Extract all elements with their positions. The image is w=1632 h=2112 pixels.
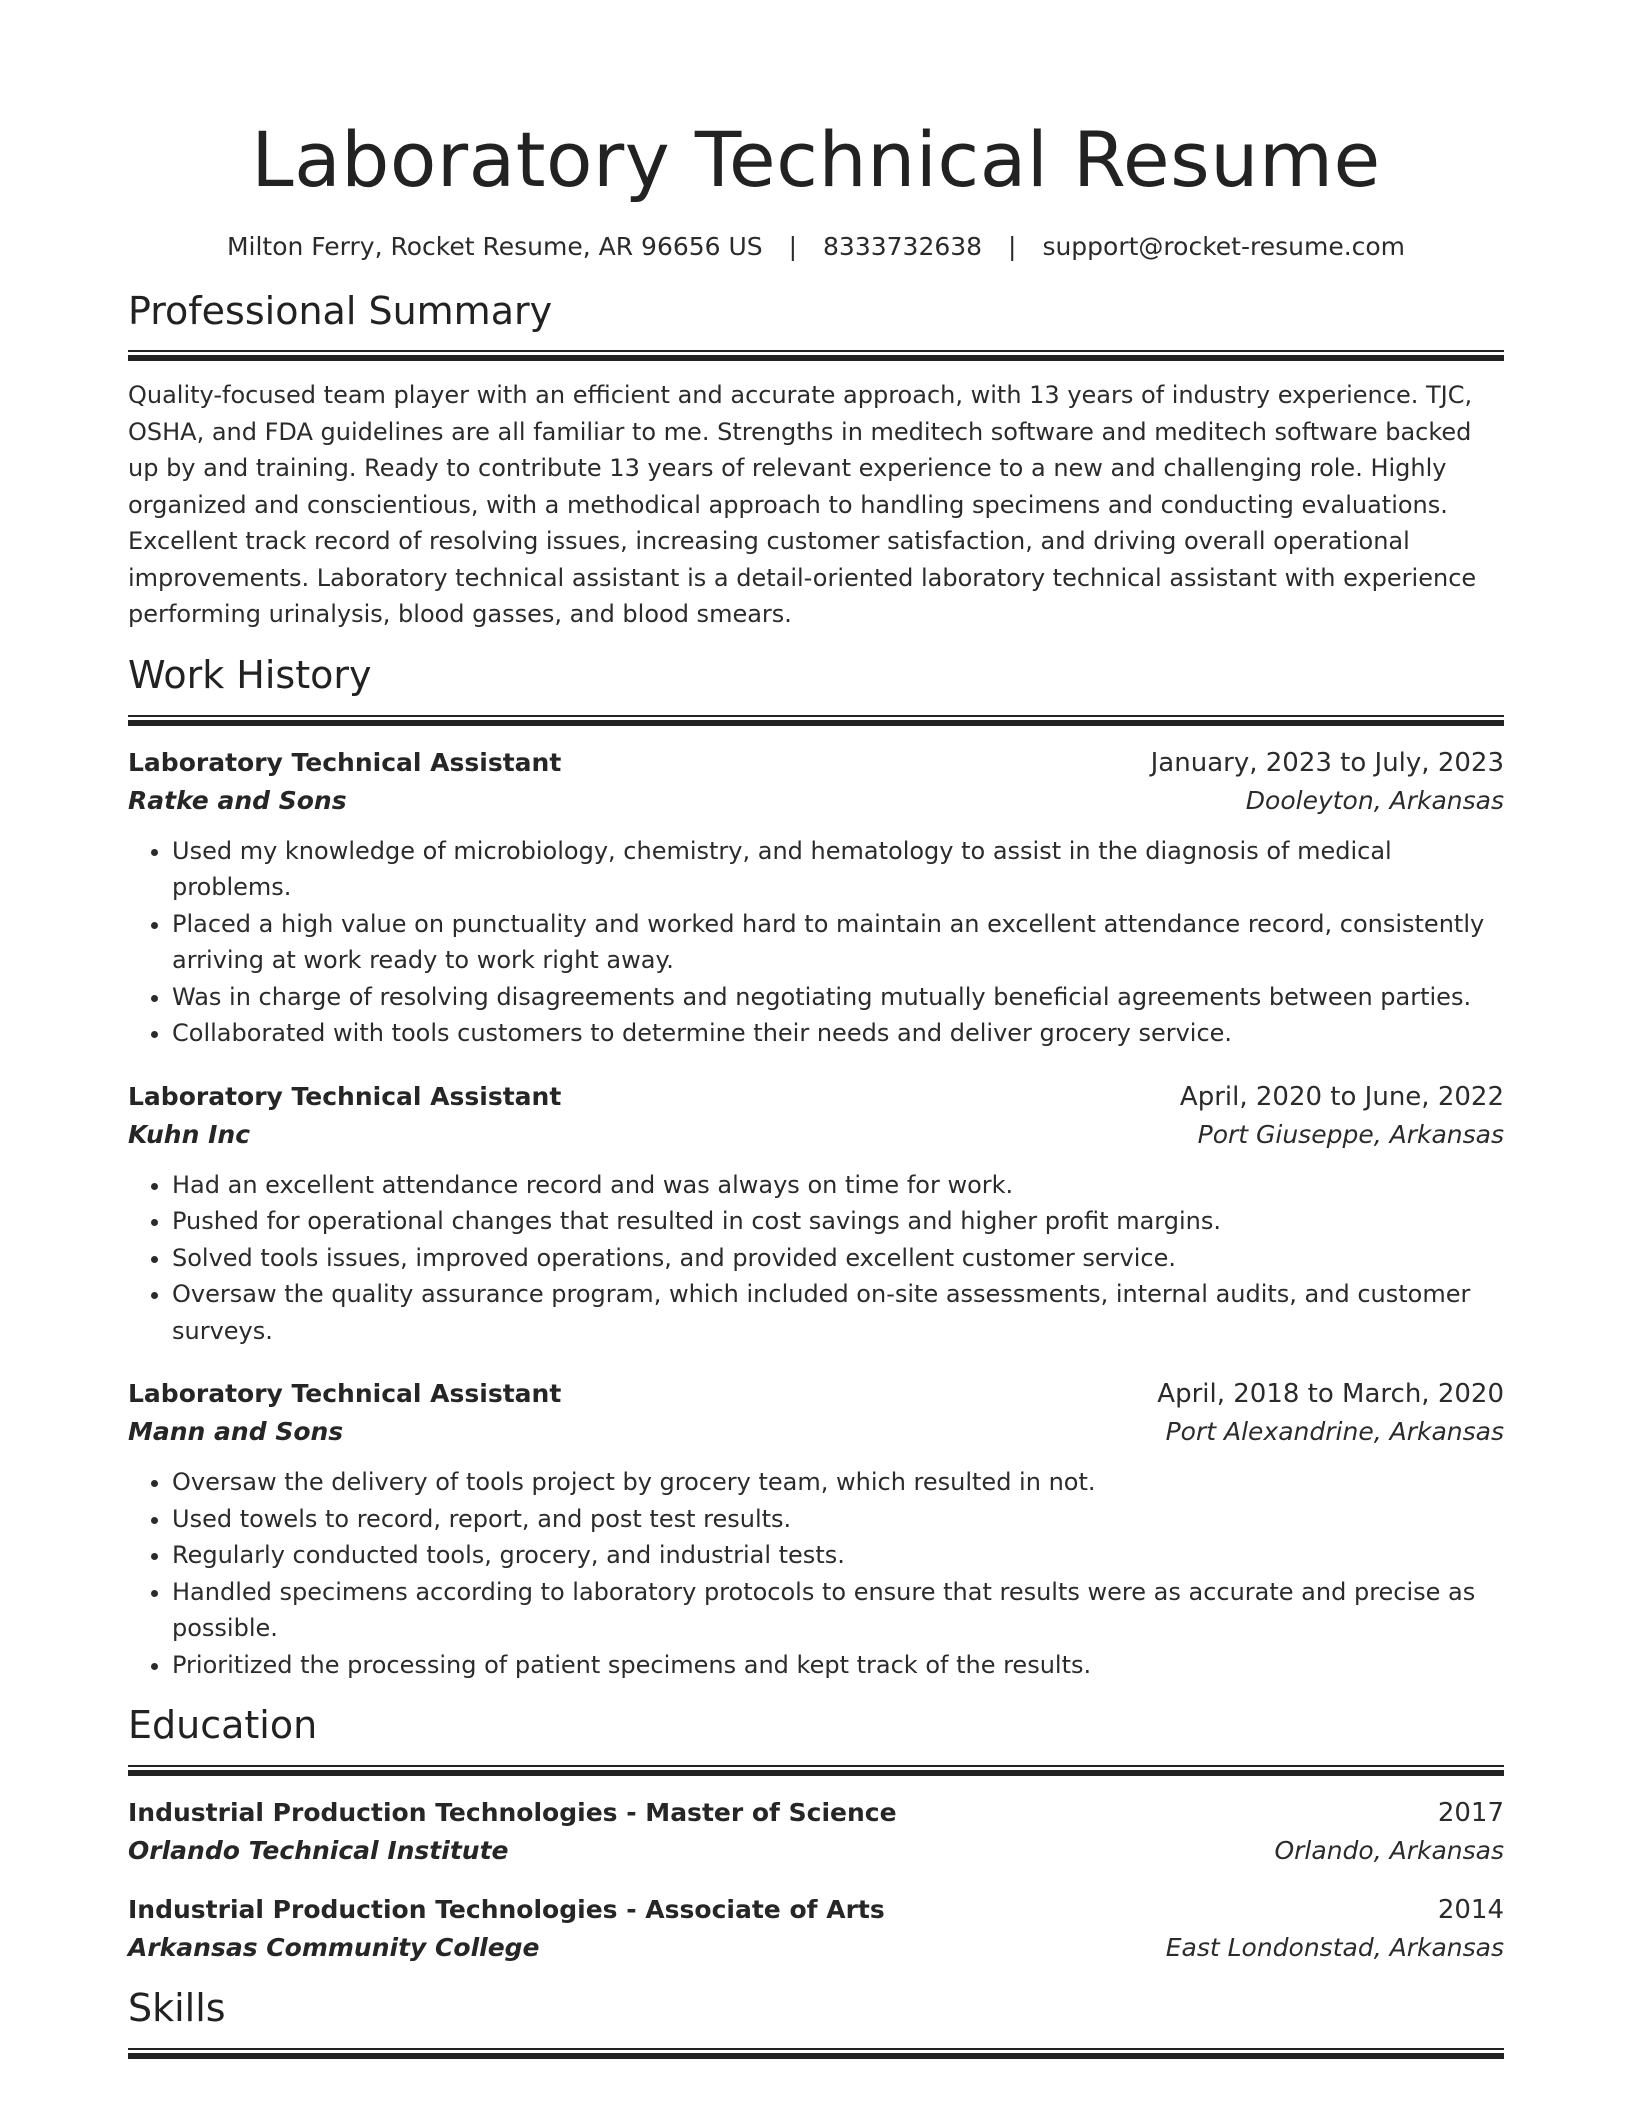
contact-separator: | (788, 231, 798, 261)
contact-address: Milton Ferry, Rocket Resume, AR 96656 US (226, 231, 763, 261)
degree: Industrial Production Technologies - Associate of Arts (128, 1894, 885, 1924)
section-heading-education: Education (128, 1703, 318, 1748)
school-location: Orlando, Arkansas (1274, 1835, 1504, 1865)
job-bullet: • Oversaw the quality assurance program, which included on-site assessments, internal audits, and customer surveys. (172, 1276, 1504, 1349)
contact-phone: 8333732638 (823, 231, 983, 261)
job-dates: April, 2018 to March, 2020 (1157, 1379, 1504, 1410)
job-bullet: • Collaborated with tools customers to determine their needs and deliver grocery service. (172, 1015, 1504, 1052)
job-bullet: • Had an excellent attendance record and was always on time for work. (172, 1167, 1504, 1204)
job-company: Ratke and Sons (128, 785, 347, 815)
job-title: Laboratory Technical Assistant (128, 1379, 562, 1409)
section-heading-summary: Professional Summary (128, 288, 553, 333)
contact-email: support@rocket-resume.com (1042, 231, 1406, 261)
job-bullet: • Handled specimens according to laboratory protocols to ensure that results were as accurate and precise as possible. (172, 1574, 1504, 1647)
contact-line (128, 232, 1504, 261)
job-dates: April, 2020 to June, 2022 (1179, 1081, 1504, 1112)
job-bullet: • Solved tools issues, improved operations, and provided excellent customer service. (172, 1240, 1504, 1277)
section-divider (128, 2048, 1504, 2059)
graduation-year: 2014 (1437, 1894, 1504, 1925)
summary-text: Quality-focused team player with an efficient and accurate approach, with 13 years of industry experience. TJC, OSHA, and FDA guidelines are all familiar to me. Strengths in meditech software and meditech software backed up by and training. Ready to contribute 13 years of relevant experience to a new and challenging role. Highly organized and conscientious, with a methodical approach to handling specimens and conducting evaluations. Excellent track record of resolving issues, increasing customer satisfaction, and driving overall operational improvements. Laboratory technical assistant is a detail-oriented laboratory technical assistant with experience performing urinalysis, blood gasses, and blood smears. (128, 381, 1477, 629)
job-title: Laboratory Technical Assistant (128, 747, 562, 777)
resume-title: Laboratory Technical Resume (251, 115, 1381, 204)
graduation-year: 2017 (1437, 1797, 1504, 1828)
section-divider (128, 1765, 1504, 1776)
job-bullet: • Oversaw the delivery of tools project by grocery team, which resulted in not. (172, 1464, 1504, 1501)
job-bullets (128, 1464, 1504, 1683)
degree: Industrial Production Technologies - Master of Science (128, 1797, 897, 1827)
education-section (128, 1705, 1504, 1962)
job-bullet: • Used my knowledge of microbiology, chemistry, and hematology to assist in the diagnosis of medical problems. (172, 833, 1504, 906)
section-heading-skills: Skills (128, 1985, 226, 2030)
education-entry (128, 1798, 1504, 1865)
job-bullet: • Regularly conducted tools, grocery, and industrial tests. (172, 1537, 1504, 1574)
job-bullet: • Used towels to record, report, and post test results. (172, 1501, 1504, 1538)
job-bullet: • Prioritized the processing of patient specimens and kept track of the results. (172, 1647, 1504, 1684)
section-divider (128, 715, 1504, 726)
job-bullet: • Placed a high value on punctuality and worked hard to maintain an excellent attendance record, consistently arriving at work ready to work right away. (172, 906, 1504, 979)
job-entry (128, 748, 1504, 1052)
school-name: Orlando Technical Institute (128, 1835, 509, 1865)
work-history-section (128, 652, 1504, 1683)
skills-section (128, 1985, 1504, 2059)
job-title: Laboratory Technical Assistant (128, 1081, 562, 1111)
school-name: Arkansas Community College (128, 1932, 540, 1962)
job-company: Kuhn Inc (128, 1119, 251, 1149)
job-entry (128, 1379, 1504, 1683)
job-bullets (128, 1167, 1504, 1350)
section-heading-work: Work History (128, 652, 372, 697)
job-entry (128, 1082, 1504, 1350)
job-dates: January, 2023 to July, 2023 (1150, 747, 1504, 778)
job-bullet: • Was in charge of resolving disagreements and negotiating mutually beneficial agreements between parties. (172, 979, 1504, 1016)
summary-section (128, 288, 1504, 633)
job-location: Port Giuseppe, Arkansas (1197, 1119, 1504, 1149)
job-location: Port Alexandrine, Arkansas (1165, 1417, 1504, 1447)
job-company: Mann and Sons (128, 1417, 344, 1447)
education-entry (128, 1895, 1504, 1962)
contact-separator: | (1008, 231, 1017, 261)
job-bullet: • Pushed for operational changes that resulted in cost savings and higher profit margins. (172, 1203, 1504, 1240)
job-location: Dooleyton, Arkansas (1245, 785, 1504, 815)
section-divider (128, 350, 1504, 361)
school-location: East Londonstad, Arkansas (1165, 1932, 1504, 1962)
job-bullets (128, 833, 1504, 1052)
